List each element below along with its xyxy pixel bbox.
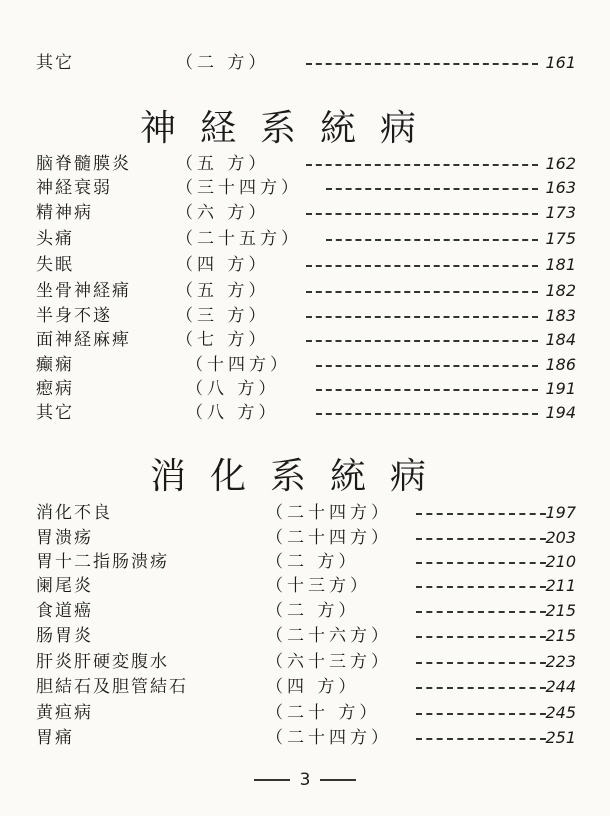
toc-entry [36,625,576,647]
leader-dots [416,538,546,540]
leader-dots [416,562,546,564]
section-heading-digestive: 消化系統病 [150,456,451,497]
entry-count: （二 方） [266,601,360,621]
leader-dots [416,586,546,588]
entry-name: 精神病 [36,203,93,223]
entry-name: 胃溃疡 [36,528,93,548]
entry-page: 194 [545,403,576,422]
entry-count: （八 方） [186,379,280,399]
leader-dots [326,188,538,190]
leader-dots [306,291,538,293]
entry-page: 203 [545,528,576,547]
entry-name: 瘛病 [36,379,74,399]
page-footer [0,770,610,790]
leader-dots [306,63,538,65]
entry-name: 半身不遂 [36,306,112,326]
entry-count: （二十六方） [266,626,392,646]
entry-count: （十三方） [266,576,371,596]
entry-name: 头痛 [36,229,74,249]
toc-entry [36,329,576,351]
entry-name: 肝炎肝硬変腹水 [36,652,169,672]
toc-entry [36,702,576,724]
entry-name: 失眠 [36,255,74,275]
entry-page: 215 [545,626,576,645]
leader-dots [326,239,538,241]
toc-entry [36,354,576,376]
entry-name: 胃痛 [36,728,74,748]
entry-page: 191 [545,379,576,398]
leader-dots [316,365,538,367]
entry-page: 181 [545,255,576,274]
entry-name: 其它 [36,403,74,423]
footer-rule-right [320,779,356,781]
entry-page: 197 [545,503,576,522]
toc-entry [36,378,576,400]
entry-name: 坐骨神経痛 [36,281,131,301]
entry-name: 神経衰弱 [36,178,112,198]
entry-count: （五 方） [176,281,270,301]
entry-page: 186 [545,355,576,374]
entry-count: （二十四方） [266,728,392,748]
toc-entry [36,651,576,673]
toc-entry-top [36,52,576,74]
entry-page: 244 [545,677,576,696]
leader-dots [416,713,546,715]
entry-count: （二十四方） [266,503,392,523]
entry-page: 163 [545,178,576,197]
leader-dots [316,413,538,415]
leader-dots [416,662,546,664]
entry-count: （二十五方） [176,229,302,249]
entry-count: （二 方） [266,552,360,572]
toc-entry [36,305,576,327]
section-heading-nervous: 神経系統病 [140,108,441,149]
leader-dots [306,213,538,215]
entry-name: 癫痫 [36,355,74,375]
toc-entry [36,551,576,573]
toc-entry [36,228,576,250]
leader-dots [416,611,546,613]
page-number: 3 [299,770,311,790]
toc-entry [36,727,576,749]
entry-name: 胃十二指肠溃疡 [36,552,169,572]
leader-dots [416,513,546,515]
toc-entry [36,254,576,276]
entry-count: （三 方） [176,306,270,326]
entry-count: （二 方） [176,53,270,73]
entry-name: 胆結石及胆管結石 [36,677,188,697]
entry-name: 阑尾炎 [36,576,93,596]
entry-count: （七 方） [176,330,270,350]
toc-entry [36,575,576,597]
toc-entry [36,402,576,424]
entry-page: 161 [545,53,576,72]
toc-entry [36,280,576,302]
entry-page: 182 [545,281,576,300]
entry-count: （五 方） [176,154,270,174]
entry-page: 173 [545,203,576,222]
entry-page: 223 [545,652,576,671]
toc-entry [36,202,576,224]
leader-dots [306,316,538,318]
entry-page: 215 [545,601,576,620]
footer-rule-left [254,779,290,781]
entry-name: 面神経麻痺 [36,330,131,350]
toc-entry [36,676,576,698]
leader-dots [416,636,546,638]
toc-entry [36,600,576,622]
toc-entry [36,177,576,199]
entry-page: 245 [545,703,576,722]
leader-dots [306,164,538,166]
toc-entry [36,527,576,549]
entry-count: （四 方） [266,677,360,697]
entry-page: 162 [545,154,576,173]
entry-count: （二十四方） [266,528,392,548]
entry-count: （三十四方） [176,178,302,198]
entry-name: 黄疸病 [36,703,93,723]
leader-dots [306,265,538,267]
entry-name: 脑脊髓膜炎 [36,154,131,174]
leader-dots [316,389,538,391]
entry-count: （六十三方） [266,652,392,672]
leader-dots [306,340,538,342]
toc-entry [36,153,576,175]
leader-dots [416,738,546,740]
toc-entry [36,502,576,524]
entry-count: （八 方） [186,403,280,423]
entry-count: （四 方） [176,255,270,275]
entry-page: 183 [545,306,576,325]
entry-count: （二十 方） [266,703,381,723]
entry-page: 210 [545,552,576,571]
entry-name: 肠胃炎 [36,626,93,646]
entry-name: 食道癌 [36,601,93,621]
entry-page: 175 [545,229,576,248]
entry-count: （十四方） [186,355,291,375]
entry-page: 184 [545,330,576,349]
entry-page: 251 [545,728,576,747]
entry-count: （六 方） [176,203,270,223]
entry-name: 消化不良 [36,503,112,523]
entry-name: 其它 [36,53,74,73]
entry-page: 211 [545,576,576,595]
leader-dots [416,687,546,689]
